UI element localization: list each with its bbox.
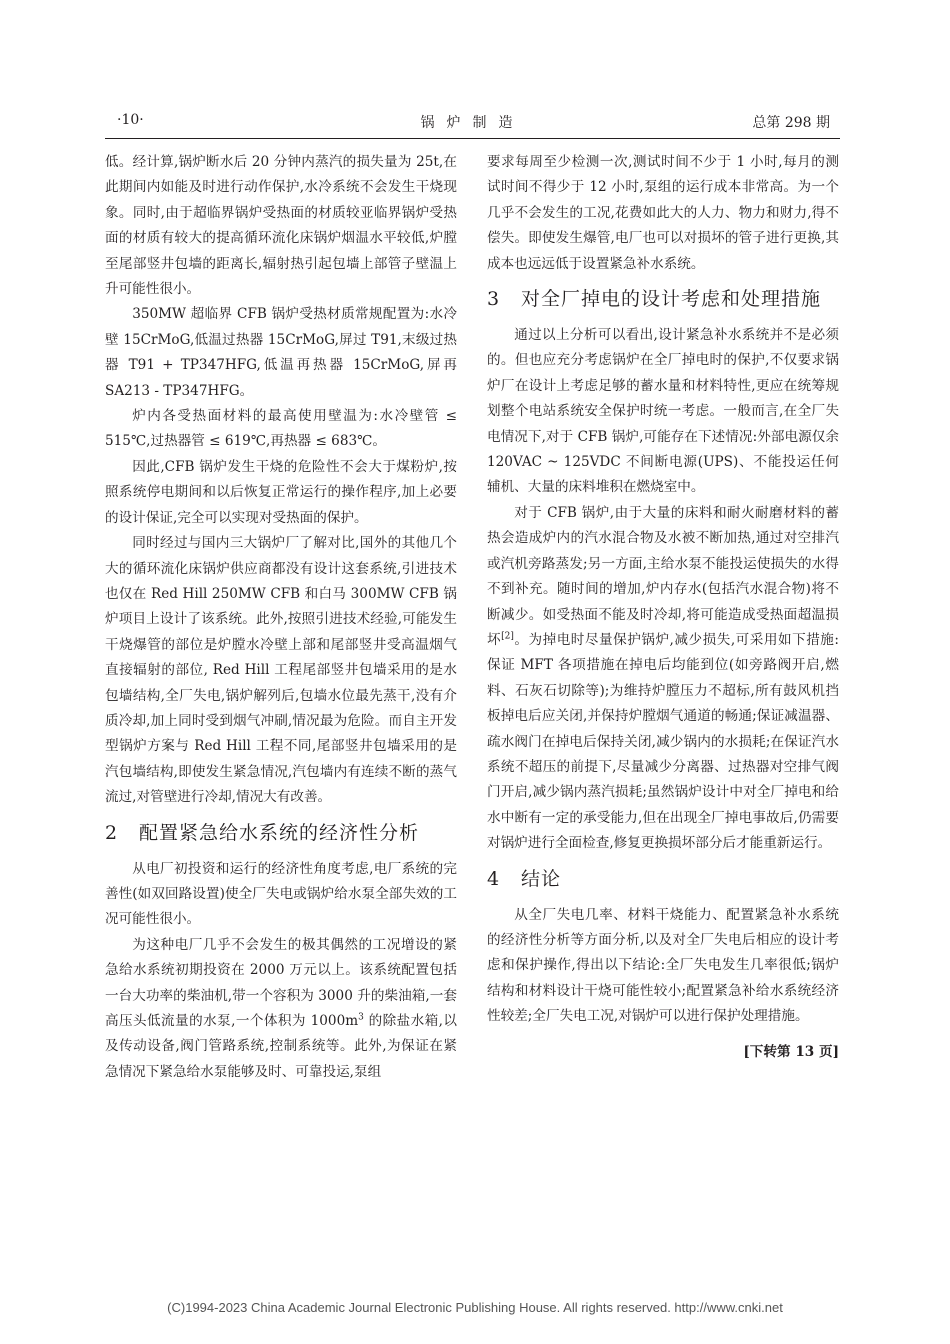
paragraph: 从全厂失电几率、材料干烧能力、配置紧急补水系统的经济性分析等方面分析,以及对全厂失电后相应的设计考虑和保护操作,得出以下结论:全厂失电发生几率很低;锅炉结构和材料设计干烧可能性较小;配置紧急补给水系统经济性较差;全厂失电工况,对锅炉可以进行保护处理措施。	[487, 906, 839, 1025]
paragraph: 同时经过与国内三大锅炉厂了解对比,国外的其他几个大的循环流化床锅炉供应商都没有设计这套系统,引进技术也仅在 Red Hill 250MW CFB 和白马 300MW CFB 锅炉项目上设计了该系统。此外,按照引进技术经验,可能发生干烧爆管的部位是炉膛水冷壁上部和尾部竖井受高温烟气直接辐射的部位, Red Hill 工程尾部竖井包墙采用的是水包墙结构,全厂失电,锅炉解列后,包墙水位最先蒸干,没有介质冷却,加上同时受到烟气冲刷,情况最为危险。而自主开发型锅炉方案与 Red Hill 工程不同,尾部竖井包墙采用的是汽包墙结构,即使发生紧急情况,汽包墙内有连续不断的蒸气流过,对管壁进行冷却,情况大有改善。	[105, 535, 457, 806]
text-run: 的除盐水箱,以及传动设备,阀门管路系统,控制系统等。此外,为保证在紧急情况下紧急给水泵能够及时、可靠投运,泵组	[105, 1013, 457, 1080]
section-title: 结论	[521, 867, 562, 890]
citation-ref[interactable]: [2]	[501, 631, 514, 642]
header-rule	[105, 138, 840, 139]
section-title: 对全厂掉电的设计考虑和处理措施	[521, 288, 822, 311]
paragraph	[487, 501, 839, 857]
paragraph: 因此,CFB 锅炉发生干烧的危险性不会大于煤粉炉,按照系统停电期间和以后恢复正常运行的操作程序,加上必要的设计保证,完全可以实现对受热面的保护。	[105, 458, 457, 526]
left-column	[105, 150, 457, 1085]
page-number: ·10·	[117, 112, 144, 128]
issue-number: 总第 298 期	[752, 115, 830, 131]
section-heading-2	[105, 817, 457, 849]
text-run: 为这种电厂几乎不会发生的极其偶然的工况增设的紧急给水系统初期投资在 2000 万元以上。该系统配置包括一台大功率的柴油机,带一个容积为 3000 升的柴油箱,一套高压头低流量的水泵,一个体积为 1000m	[105, 936, 457, 1029]
copyright-footer: (C)1994-2023 China Academic Journal Electronic Publishing House. All rights reserved. http://www.cnki.net	[167, 1300, 783, 1315]
section-heading-4	[487, 863, 839, 895]
text-run: 。为掉电时尽量保护锅炉,减少损失,可采用如下措施:保证 MFT 各项措施在掉电后均能到位(如旁路阀开启,燃料、石灰石切除等);为维持炉膛压力不超标,所有鼓风机挡板掉电后应关闭,并保持炉膛烟气通道的畅通;保证减温器、疏水阀门在掉电后保持关闭,减少锅内的水损耗;在保证汽水系统不超压的前提下,尽量减少分离器、过热器对空排气阀门开启,减少锅内蒸汽损耗;虽然锅炉设计中对全厂掉电和给水中断有一定的承受能力,但在出现全厂掉电事故后,仍需要对锅炉进行全面检查,修复更换损坏部分后才能重新运行。	[487, 631, 839, 852]
section-number: 4	[487, 867, 501, 890]
section-title: 配置紧急给水系统的经济性分析	[139, 821, 420, 844]
journal-name: 锅炉制造	[420, 115, 525, 131]
paragraph: 从电厂初投资和运行的经济性角度考虑,电厂系统的完善性(如双回路设置)使全厂失电或锅炉给水泵全部失效的工况可能性很小。	[105, 860, 457, 928]
page-header	[105, 112, 840, 138]
paragraph: 低。经计算,锅炉断水后 20 分钟内蒸汽的损失量为 25t,在此期间内如能及时进行动作保护,水冷系统不会发生干烧现象。同时,由于超临界锅炉受热面的材质较亚临界锅炉受热面的材质有较大的提高循环流化床锅炉烟温水平较低,炉膛至尾部竖井包墙的距离长,辐射热引起包墙上部管子壁温上升可能性很小。	[105, 154, 457, 298]
paragraph: 炉内各受热面材料的最高使用壁温为:水冷壁管 ≤ 515℃,过热器管 ≤ 619℃,再热器 ≤ 683℃。	[105, 408, 457, 450]
section-heading-3	[487, 283, 839, 315]
paragraph: 通过以上分析可以看出,设计紧急补水系统并不是必须的。但也应充分考虑锅炉在全厂掉电时的保护,不仅要求锅炉厂在设计上考虑足够的蓄水量和材料特性,更应在统筹规划整个电站系统安全保护时统一考虑。一般而言,在全厂失电情况下,对于 CFB 锅炉,可能存在下述情况:外部电源仅余 120VAC ~ 125VDC 不间断电源(UPS)、不能投运任何辅机、大量的床料堆积在燃烧室中。	[487, 327, 839, 496]
section-number: 3	[487, 288, 501, 311]
paragraph: 350MW 超临界 CFB 锅炉受热材质常规配置为:水冷壁 15CrMoG,低温过热器 15CrMoG,屏过 T91,末级过热器 T91 + TP347HFG,低温再热器 15CrMoG,屏再 SA213 - TP347HFG。	[105, 306, 457, 399]
section-number: 2	[105, 821, 119, 844]
text-run: 对于 CFB 锅炉,由于大量的床料和耐火耐磨材料的蓄热会造成炉内的汽水混合物及水被不断加热,通过对空排汽或汽机旁路蒸发;另一方面,主给水泵不能投运使损失的水得不到补充。随时间的增加,炉内存水(包括汽水混合物)将不断减少。如受热面不能及时冷却,将可能造成受热面超温损坏	[487, 504, 839, 648]
paragraph: 要求每周至少检测一次,测试时间不少于 1 小时,每月的测试时间不得少于 12 小时,泵组的运行成本非常高。为一个几乎不会发生的工况,花费如此大的人力、物力和财力,得不偿失。即使发生爆管,电厂也可以对损坏的管子进行更换,其成本也远远低于设置紧急补水系统。	[487, 154, 839, 272]
right-column	[487, 150, 839, 1065]
superscript: 3	[358, 1012, 364, 1023]
continued-note: [下转第 13 页]	[743, 1043, 839, 1060]
paragraph	[105, 933, 457, 1085]
